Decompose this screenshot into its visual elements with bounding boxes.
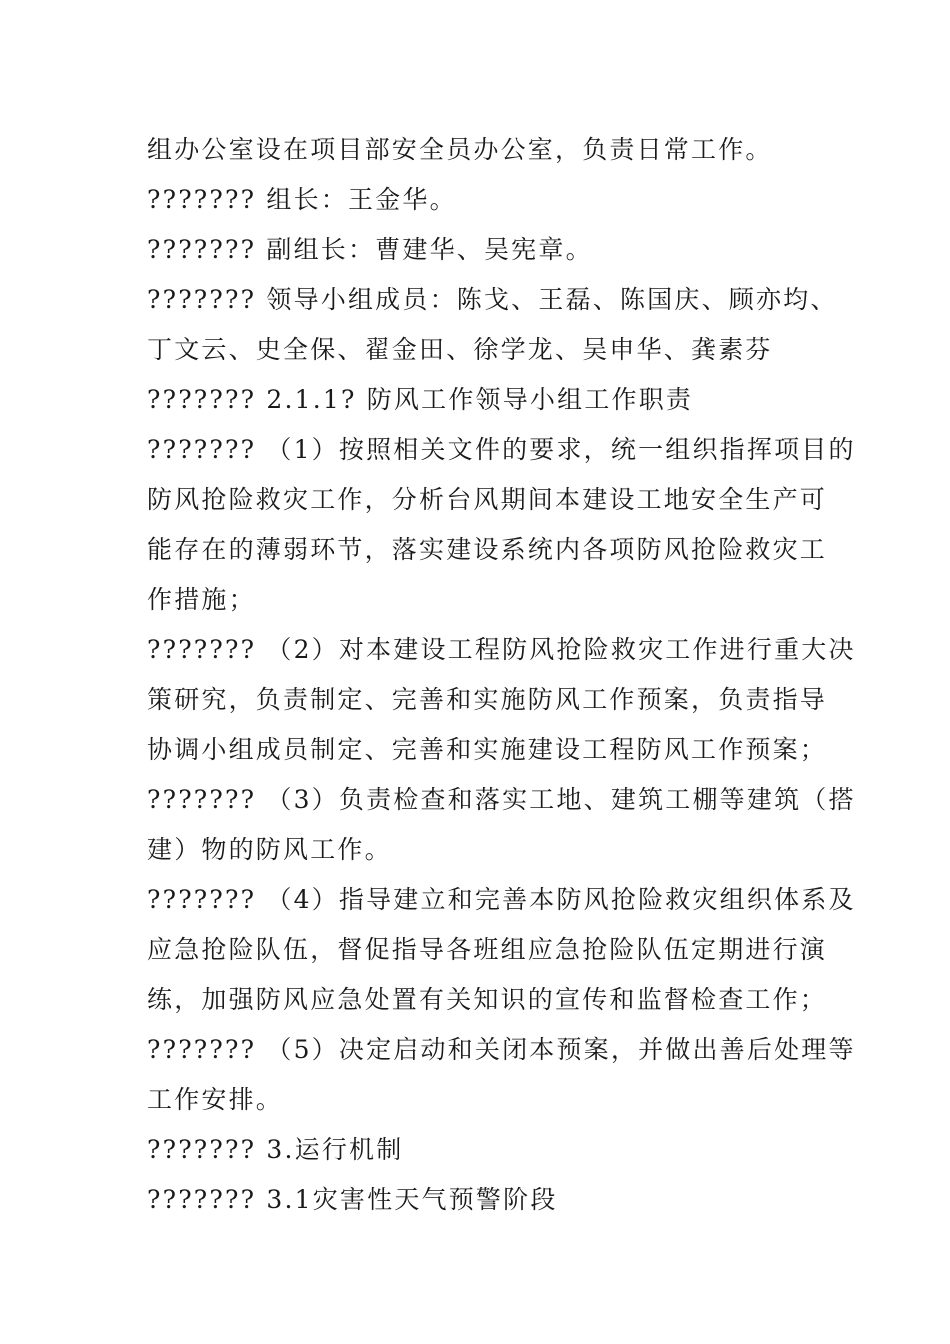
text-line: 协调小组成员制定、完善和实施建设工程防风工作预案；: [147, 735, 828, 764]
text-line: ??????? （5）决定启动和关闭本预案，并做出善后处理等: [147, 1035, 856, 1064]
text-line: 练，加强防风应急处置有关知识的宣传和监督检查工作；: [147, 985, 828, 1014]
text-line: ??????? 领导小组成员：陈戈、王磊、陈国庆、顾亦均、: [147, 285, 838, 314]
text-line: 策研究，负责制定、完善和实施防风工作预案，负责指导: [147, 685, 828, 714]
text-line: 防风抢险救灾工作，分析台风期间本建设工地安全生产可: [147, 485, 828, 514]
text-line: 作措施；: [147, 585, 256, 614]
section-heading: ??????? 3.1灾害性天气预警阶段: [147, 1185, 558, 1214]
text-line: ??????? （2）对本建设工程防风抢险救灾工作进行重大决: [147, 635, 856, 664]
text-line: ??????? （3）负责检查和落实工地、建筑工棚等建筑（搭: [147, 785, 856, 814]
text-line: 建）物的防风工作。: [147, 835, 392, 864]
text-line: 能存在的薄弱环节，落实建设系统内各项防风抢险救灾工: [147, 535, 828, 564]
text-line: ??????? 副组长：曹建华、吴宪章。: [147, 235, 593, 264]
text-line: 应急抢险队伍，督促指导各班组应急抢险队伍定期进行演: [147, 935, 828, 964]
section-heading: ??????? 3.运行机制: [147, 1135, 404, 1164]
text-line: ??????? 组长：王金华。: [147, 185, 457, 214]
text-line: ??????? （1）按照相关文件的要求，统一组织指挥项目的: [147, 435, 856, 464]
text-line: 组办公室设在项目部安全员办公室，负责日常工作。: [147, 135, 773, 164]
text-line: ??????? （4）指导建立和完善本防风抢险救灾组织体系及: [147, 885, 856, 914]
text-line: 丁文云、史全保、翟金田、徐学龙、吴申华、龚素芬: [147, 335, 773, 364]
text-line: 工作安排。: [147, 1085, 284, 1114]
section-heading: ??????? 2.1.1? 防风工作领导小组工作职责: [147, 385, 694, 414]
